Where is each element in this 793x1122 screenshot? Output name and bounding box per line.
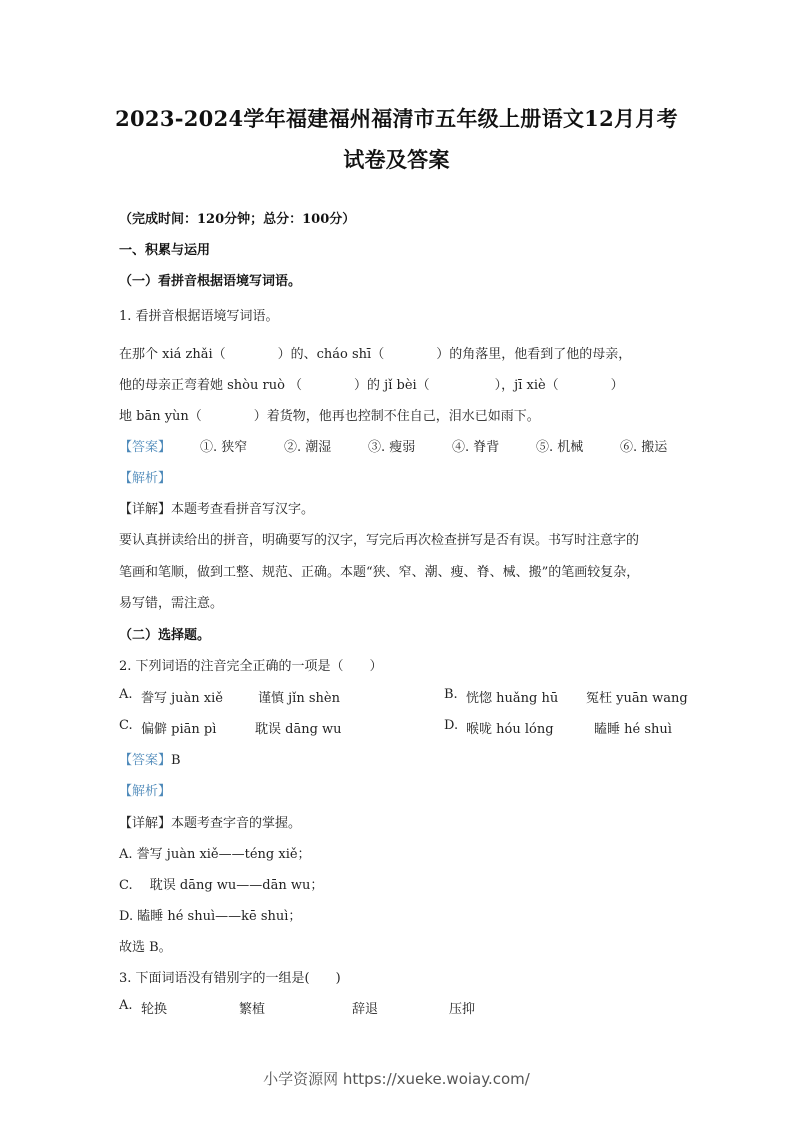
option-word: 冤枉 yuān wang	[586, 691, 688, 706]
explain-line: 故选 B。	[119, 940, 172, 955]
explain-line: 易写错，需注意。	[119, 596, 224, 611]
explain-line: A. 誊写 juàn xiě——téng xiě；	[119, 847, 311, 862]
option-word: 偏僻 piān pì	[141, 722, 217, 737]
analysis-label: 【解析】	[119, 471, 172, 486]
option-word: 瞌睡 hé shuì	[594, 722, 672, 737]
question-stem: 2. 下列词语的注音完全正确的一项是（ ）	[119, 659, 383, 674]
explain-line: C. 耽误 dāng wu——dān wu；	[119, 878, 324, 893]
option-label: D.	[444, 718, 459, 733]
part-heading: （一）看拼音根据语境写词语。	[119, 274, 302, 289]
option-label: A.	[119, 998, 133, 1013]
footer-watermark: 小学资源网 https://xueke.woiay.com/	[263, 1070, 530, 1088]
answer-item: ③. 瘦弱	[368, 440, 416, 455]
analysis-label: 【解析】	[119, 784, 172, 799]
answer-item: ⑤. 机械	[536, 440, 584, 455]
option-word: 辞退	[352, 1002, 379, 1017]
answer-item: ④. 脊背	[452, 440, 500, 455]
exam-info: （完成时间：120分钟；总分：100分）	[119, 212, 356, 227]
option-word: 谨慎 jǐn shèn	[258, 691, 340, 706]
question-stem: 3. 下面词语没有错别字的一组是( )	[119, 971, 341, 986]
explain-line: 要认真拼读给出的拼音，明确要写的汉字，写完后再次检查拼写是否有误。书写时注意字的	[119, 533, 640, 548]
question-text-line: 地 bān yùn（ ）着货物，他再也控制不住自己，泪水已如雨下。	[119, 409, 540, 424]
answer-row	[119, 749, 181, 768]
option-label: A.	[119, 687, 133, 702]
section-heading: 一、积累与运用	[119, 243, 211, 258]
question-text-line: 他的母亲正弯着她 shòu ruò （ ）的 jǐ bèi（ ），jī xiè（ ）	[119, 378, 624, 393]
option-word: 耽误 dāng wu	[255, 722, 342, 737]
option-word: 誊写 juàn xiě	[141, 691, 223, 706]
detail-text: 【详解】本题考查字音的掌握。	[119, 816, 302, 831]
document-title-line2: 试卷及答案	[343, 147, 450, 172]
answer-label: 【答案】	[119, 440, 172, 455]
explain-line: 笔画和笔顺，做到工整、规范、正确。本题“狭、窄、潮、瘦、脊、械、搬”的笔画较复杂，	[119, 565, 640, 580]
option-word: 轮换	[141, 1002, 168, 1017]
option-word: 压抑	[449, 1002, 476, 1017]
option-label: C.	[119, 718, 133, 733]
document-title-line1: 2023-2024学年福建福州福清市五年级上册语文12月月考	[115, 106, 678, 131]
option-word: 恍惚 huǎng hū	[466, 691, 559, 706]
option-word: 繁植	[239, 1002, 266, 1017]
answer-item: ①. 狭窄	[200, 440, 248, 455]
question-stem: 1. 看拼音根据语境写词语。	[119, 309, 279, 324]
part-heading: （二）选择题。	[119, 628, 211, 643]
answer-item: ②. 潮湿	[284, 440, 332, 455]
answer-value: B	[171, 753, 181, 768]
answer-label: 【答案】	[119, 753, 172, 768]
answer-item: ⑥. 搬运	[620, 440, 668, 455]
question-text-line: 在那个 xiá zhǎi（ ）的、cháo shī（ ）的角落里，他看到了他的母亲，	[119, 347, 632, 362]
option-label: B.	[444, 687, 458, 702]
explain-line: D. 瞌睡 hé shuì——kē shuì；	[119, 909, 302, 924]
detail-text: 【详解】本题考查看拼音写汉字。	[119, 502, 315, 517]
option-word: 喉咙 hóu lóng	[466, 722, 554, 737]
